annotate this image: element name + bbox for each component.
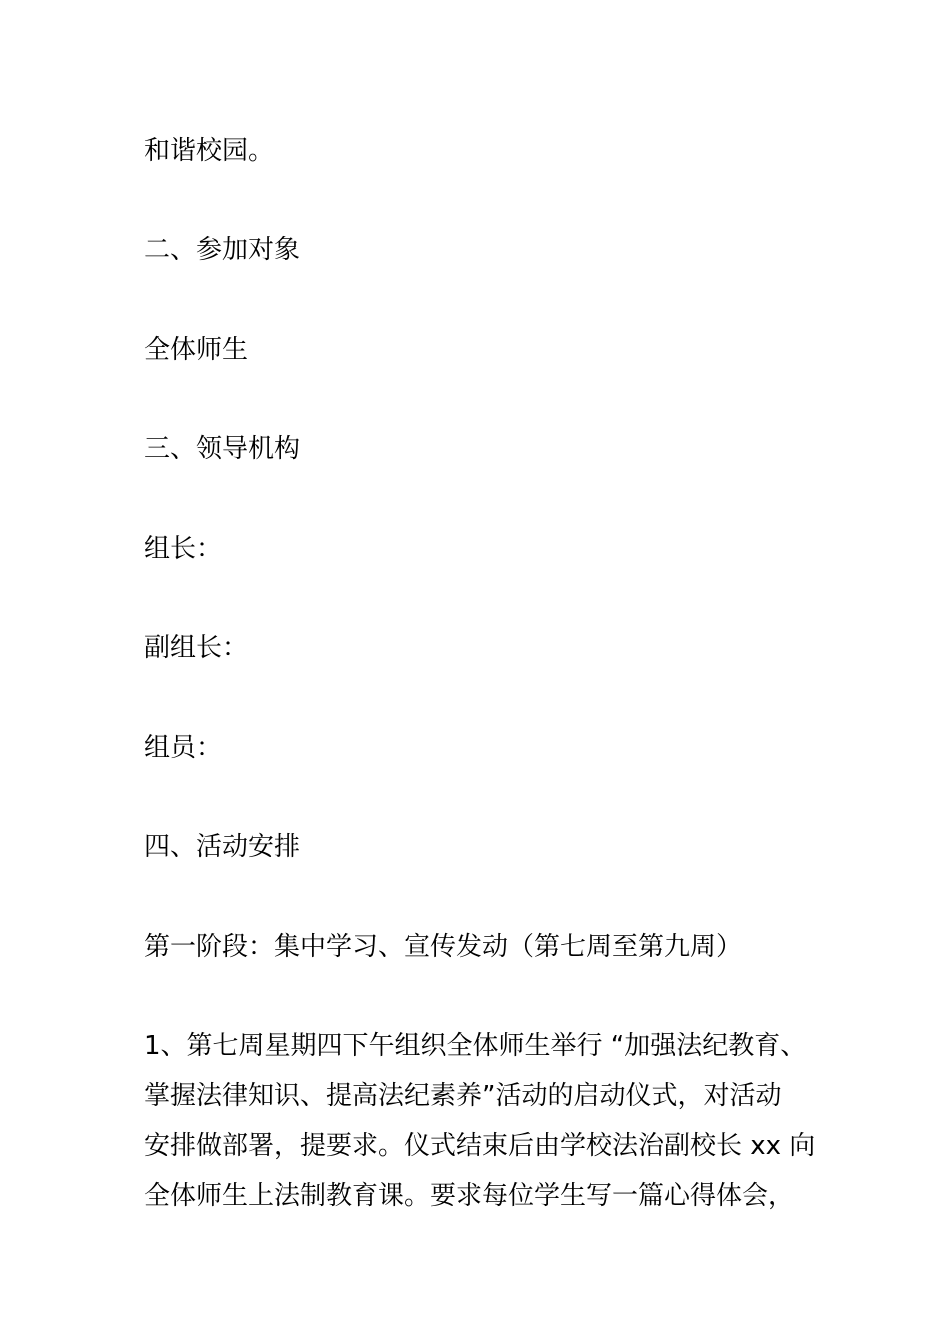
section-heading-participants: 二、参加对象 bbox=[144, 235, 301, 265]
paragraph-line: 全体师生上法制教育课。要求每位学生写一篇心得体会， bbox=[144, 1181, 795, 1211]
section-heading-leadership: 三、领导机构 bbox=[144, 434, 301, 464]
paragraph-line: 安排做部署，提要求。仪式结束后由学校法治副校长 xx 向 bbox=[144, 1131, 816, 1161]
section-heading-schedule: 四、活动安排 bbox=[144, 832, 301, 862]
paragraph-line: 1、第七周星期四下午组织全体师生举行 “加强法纪教育、 bbox=[144, 1031, 807, 1061]
text-line-members: 组员： bbox=[144, 733, 223, 763]
paragraph-line: 掌握法律知识、提高法纪素养”活动的启动仪式，对活动 bbox=[144, 1081, 782, 1111]
text-line-participants: 全体师生 bbox=[144, 335, 249, 365]
stage-heading-first: 第一阶段：集中学习、宣传发动（第七周至第九周） bbox=[144, 932, 743, 962]
text-line-leader: 组长： bbox=[144, 534, 223, 564]
text-line-deputy-leader: 副组长： bbox=[144, 633, 249, 663]
body-paragraph bbox=[144, 1021, 816, 1221]
text-line-closing: 和谐校园。 bbox=[144, 136, 275, 166]
